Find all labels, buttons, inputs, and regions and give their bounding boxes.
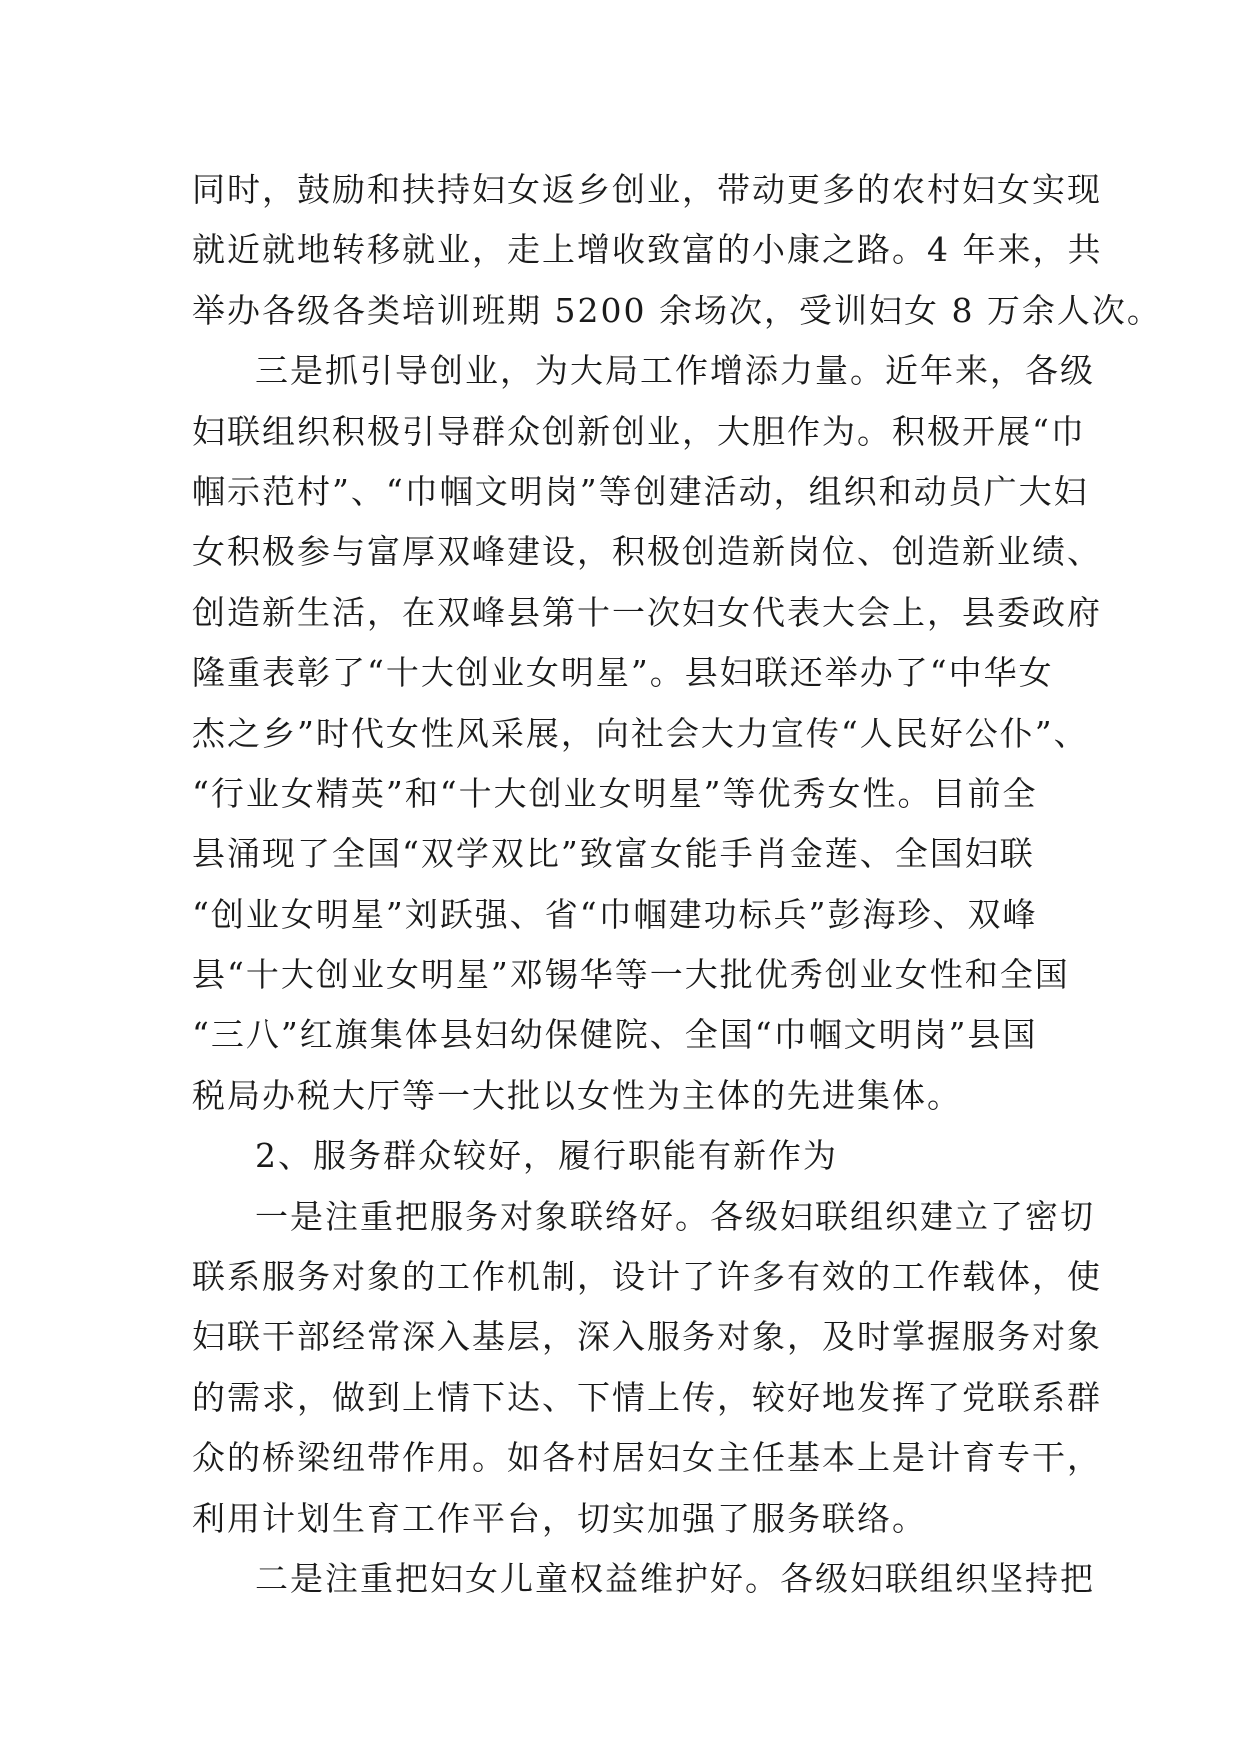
paragraph-start-line: 一是注重把服务对象联络好。各级妇联组织建立了密切	[255, 1196, 1095, 1236]
text-line: 杰之乡”时代女性风采展，向社会大力宣传“人民好公仆”、	[192, 713, 1089, 753]
text-line: 税局办税大厅等一大批以女性为主体的先进集体。	[192, 1075, 962, 1115]
text-line: “行业女精英”和“十大创业女明星”等优秀女性。目前全	[192, 773, 1038, 813]
text-line: 女积极参与富厚双峰建设，积极创造新岗位、创造新业绩、	[192, 532, 1102, 572]
text-line: 举办各级各类培训班期 5200 余场次，受训妇女 8 万余人次。	[192, 290, 1162, 330]
paragraph-start-line: 三是抓引导创业，为大局工作增添力量。近年来，各级	[255, 351, 1095, 391]
text-line: 妇联组织积极引导群众创新创业，大胆作为。积极开展“巾	[192, 411, 1086, 451]
text-line: 县涌现了全国“双学双比”致富女能手肖金莲、全国妇联	[192, 834, 1035, 874]
text-line: 帼示范村”、“巾帼文明岗”等创建活动，组织和动员广大妇	[192, 471, 1089, 511]
section-heading: 2、服务群众较好，履行职能有新作为	[255, 1136, 838, 1176]
text-line: 联系服务对象的工作机制，设计了许多有效的工作载体，使	[192, 1257, 1102, 1297]
text-line: 利用计划生育工作平台，切实加强了服务联络。	[192, 1498, 927, 1538]
text-line: 妇联干部经常深入基层，深入服务对象，及时掌握服务对象	[192, 1317, 1102, 1357]
text-line: “创业女明星”刘跃强、省“巾帼建功标兵”彭海珍、双峰	[192, 894, 1038, 934]
text-line: 隆重表彰了“十大创业女明星”。县妇联还举办了“中华女	[192, 653, 1054, 693]
body-text	[192, 160, 1162, 1609]
text-line: 就近就地转移就业，走上增收致富的小康之路。4 年来，共	[192, 230, 1103, 270]
text-line: 创造新生活，在双峰县第十一次妇女代表大会上，县委政府	[192, 592, 1102, 632]
text-line: 众的桥梁纽带作用。如各村居妇女主任基本上是计育专干，	[192, 1438, 1102, 1478]
text-line: “三八”红旗集体县妇幼保健院、全国“巾帼文明岗”县国	[192, 1015, 1038, 1055]
text-line: 县“十大创业女明星”邓锡华等一大批优秀创业女性和全国	[192, 955, 1070, 995]
paragraph-start-line: 二是注重把妇女儿童权益维护好。各级妇联组织坚持把	[255, 1558, 1095, 1598]
text-line: 的需求，做到上情下达、下情上传，较好地发挥了党联系群	[192, 1377, 1102, 1417]
text-line: 同时，鼓励和扶持妇女返乡创业，带动更多的农村妇女实现	[192, 170, 1102, 209]
